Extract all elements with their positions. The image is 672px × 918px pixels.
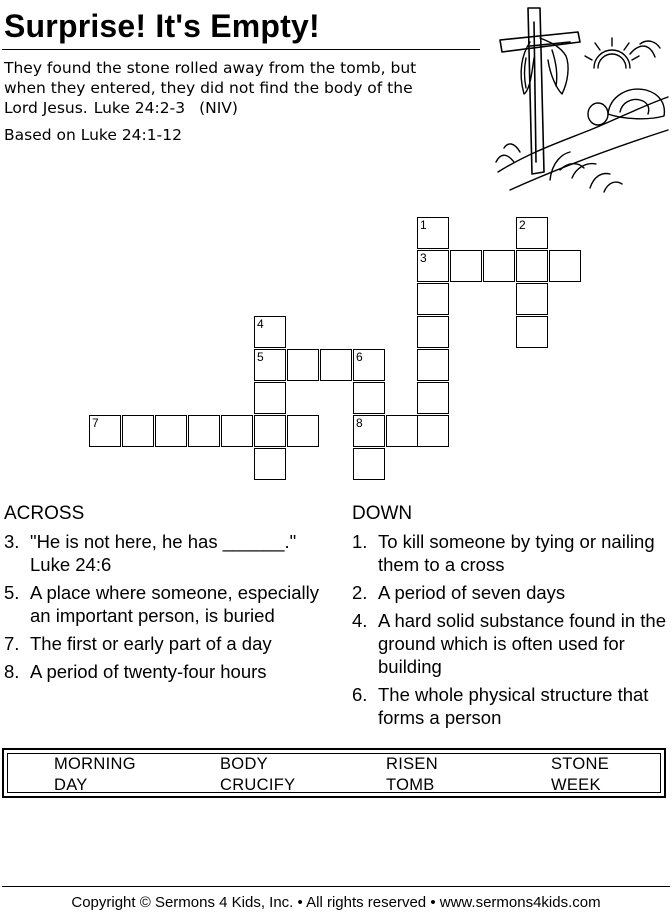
crossword-cell[interactable] — [483, 250, 515, 282]
crossword-cell[interactable] — [417, 250, 449, 282]
clue-down-4: 4. A hard solid substance found in the ground which is often used for building — [352, 610, 666, 677]
crossword-cell[interactable] — [417, 316, 449, 348]
word-bank-item: CRUCIFY — [220, 776, 296, 794]
crossword-cell[interactable] — [353, 382, 385, 414]
clue-across-7: 7. The first or early part of a day — [4, 633, 272, 654]
word-bank-item: MORNING — [54, 755, 136, 773]
clue-number: 3 — [420, 251, 427, 265]
word-bank-item: DAY — [54, 776, 88, 794]
across-clues — [4, 530, 334, 688]
crossword-cell[interactable] — [417, 349, 449, 381]
crossword-cell[interactable] — [549, 250, 581, 282]
word-bank-item: BODY — [220, 755, 268, 773]
crossword-cell[interactable] — [287, 415, 319, 447]
clue-number: 1 — [420, 218, 427, 232]
crossword-cell[interactable] — [320, 349, 352, 381]
clue-number: 5 — [257, 350, 264, 364]
based-on-reference: Based on Luke 24:1-12 — [4, 126, 182, 144]
across-heading: ACROSS — [4, 503, 85, 524]
crossword-cell[interactable] — [386, 415, 418, 447]
clue-number: 8 — [356, 416, 363, 430]
crossword-cell[interactable] — [353, 448, 385, 480]
crossword-cell[interactable] — [417, 283, 449, 315]
crossword-cell[interactable] — [221, 415, 253, 447]
verse-version: (NIV) — [199, 99, 238, 117]
crossword-cell[interactable] — [516, 283, 548, 315]
word-bank-item: TOMB — [386, 776, 435, 794]
crossword-cell[interactable] — [89, 415, 121, 447]
word-bank — [2, 748, 666, 798]
clue-number: 2 — [519, 218, 526, 232]
clue-number: 7 — [92, 416, 99, 430]
crossword-cell[interactable] — [254, 448, 286, 480]
footer-divider — [2, 886, 670, 887]
clue-across-5: 5. A place where someone, especially an important person, is buried — [4, 582, 319, 626]
crossword-cell[interactable] — [417, 382, 449, 414]
word-bank-item: RISEN — [386, 755, 438, 773]
crossword-cell[interactable] — [188, 415, 220, 447]
crossword-cell[interactable] — [450, 250, 482, 282]
clue-down-2: 2. A period of seven days — [352, 582, 566, 603]
crossword-cell[interactable] — [254, 382, 286, 414]
verse-reference: Luke 24:2-3 — [93, 99, 186, 117]
clue-down-1: 1. To kill someone by tying or nailing them to a cross — [352, 531, 655, 575]
crossword-cell[interactable] — [254, 316, 286, 348]
clue-across-8: 8. A period of twenty-four hours — [4, 661, 267, 682]
word-bank-item: WEEK — [551, 776, 601, 794]
clue-number: 6 — [356, 350, 363, 364]
verse-text: Lord Jesus. — [4, 99, 88, 117]
page-title: Surprise! It's Empty! — [4, 8, 320, 44]
crossword-cell[interactable] — [254, 415, 286, 447]
verse-line-2: when they entered, they did not find the body of the — [4, 79, 413, 97]
crossword-cell[interactable] — [417, 217, 449, 249]
crossword-cell[interactable] — [254, 349, 286, 381]
down-clues — [352, 530, 668, 734]
word-bank-item: STONE — [551, 755, 610, 773]
crossword-cell[interactable] — [516, 316, 548, 348]
clue-down-6: 6. The whole physical structure that forms a person — [352, 684, 649, 728]
crossword-cell[interactable] — [516, 250, 548, 282]
crossword-cell[interactable] — [353, 415, 385, 447]
crossword-cell[interactable] — [287, 349, 319, 381]
clue-across-3: 3. "He is not here, he has ______." Luke 24:6 — [4, 531, 297, 575]
clue-number: 4 — [257, 317, 264, 331]
crossword-cell[interactable] — [122, 415, 154, 447]
crossword-cell[interactable] — [353, 349, 385, 381]
crossword-cell[interactable] — [516, 217, 548, 249]
copyright-footer: Copyright © Sermons 4 Kids, Inc. • All rights reserved • www.sermons4kids.com — [71, 894, 601, 911]
down-heading: DOWN — [352, 503, 413, 524]
verse-line-1: They found the stone rolled away from the tomb, but — [4, 59, 417, 77]
crossword-cell[interactable] — [155, 415, 187, 447]
crossword-cell[interactable] — [417, 415, 449, 447]
